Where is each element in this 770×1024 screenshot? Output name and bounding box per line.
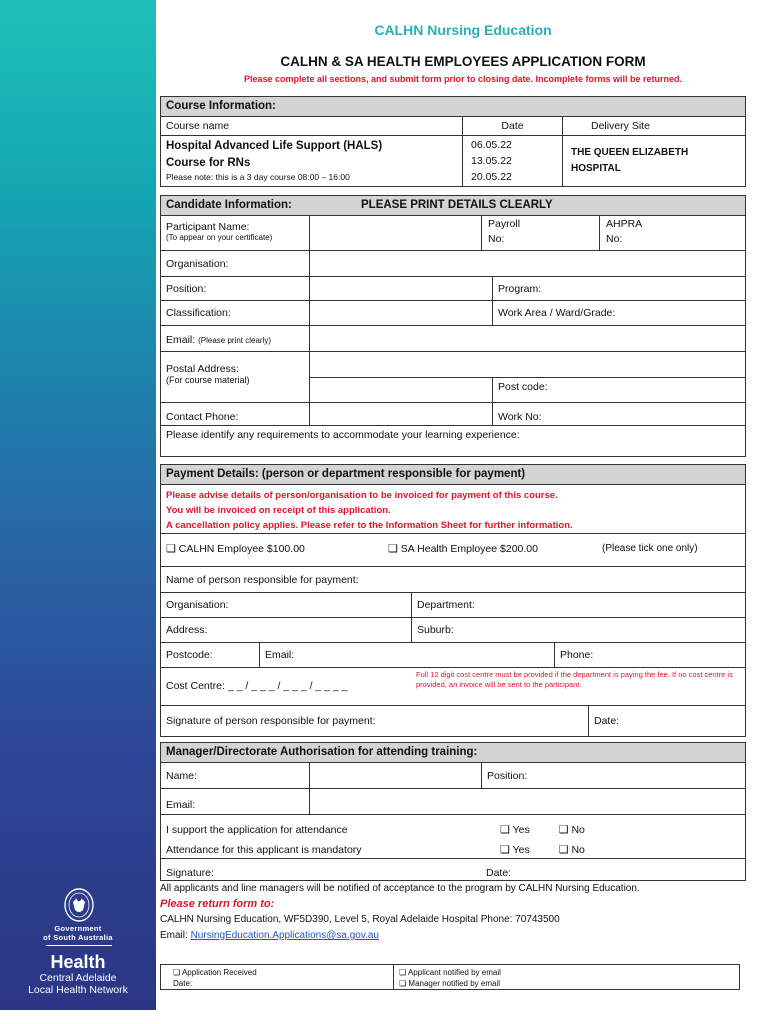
contact-row — [161, 403, 745, 426]
cost-centre-row — [161, 668, 745, 706]
organisation-field[interactable] — [309, 251, 746, 276]
payer-signature-row — [161, 706, 745, 736]
delivery-site: THE QUEEN ELIZABETH HOSPITAL — [562, 136, 746, 186]
position-field[interactable] — [309, 277, 492, 300]
manager-support-row — [161, 815, 745, 859]
form-instruction: Please complete all sections, and submit form prior to closing date. Incomplete forms will be returned. — [243, 74, 683, 84]
manager-section — [160, 742, 746, 881]
health-label: Health — [50, 952, 106, 972]
checkbox-icon: ❏ — [388, 543, 398, 555]
manager-position-field[interactable]: Position: — [481, 763, 746, 788]
candidate-heading: Candidate Information: PLEASE PRINT DETAILS CLEARLY — [161, 196, 745, 216]
return-email: Email: NursingEducation.Applications@sa.gov.au — [160, 930, 379, 941]
post-code-label: Post code: — [498, 381, 548, 393]
course-name-line2: Course for RNs — [166, 157, 251, 169]
classification-row — [161, 301, 745, 326]
course-note: Please note: this is a 3 day course 08:00 – 16:00 — [166, 172, 350, 182]
col-delivery-site: Delivery Site — [562, 117, 746, 135]
payer-address-row — [161, 618, 745, 643]
participant-label: Participant Name: (To appear on your certificate) — [166, 221, 273, 242]
manager-email-label: Email: — [166, 799, 196, 811]
payment-heading: Payment Details: (person or department responsible for payment) — [161, 465, 745, 485]
postal-row — [161, 352, 745, 403]
payer-date-field[interactable]: Date: — [588, 706, 746, 736]
manager-yes-no — [495, 815, 745, 858]
payer-email-field[interactable]: Email: — [259, 643, 554, 667]
manager-email-row — [161, 789, 745, 815]
tick-one-note: (Please tick one only) — [602, 543, 698, 554]
payer-postcode-field[interactable]: Postcode: — [166, 649, 213, 661]
support-yes-checkbox[interactable]: ❏ Yes — [500, 824, 530, 836]
payer-name-row — [161, 567, 745, 593]
sa-health-employee-option[interactable]: ❏ SA Health Employee $200.00 — [388, 543, 538, 555]
mandatory-yes-checkbox[interactable]: ❏ Yes — [500, 844, 530, 856]
email-label: Email: (Please print clearly) — [166, 334, 272, 346]
notification-note: All applicants and line managers will be notified of acceptance to the program by CALHN Nursing Education. — [160, 883, 640, 894]
payer-suburb-field[interactable]: Suburb: — [411, 618, 746, 642]
mandatory-no-checkbox[interactable]: ❏ No — [558, 844, 585, 856]
organisation-row — [161, 251, 745, 277]
support-no-checkbox[interactable]: ❏ No — [558, 824, 585, 836]
course-date-1: 06.05.22 — [471, 139, 512, 151]
admin-received: ❏ Application Received Date: — [173, 968, 257, 988]
program-field[interactable]: Program: — [492, 277, 746, 300]
work-area-field[interactable]: Work Area / Ward/Grade: — [492, 301, 746, 325]
email-link[interactable]: NursingEducation.Applications@sa.gov.au — [190, 930, 379, 941]
checkbox-icon: ❏ — [500, 824, 510, 836]
payer-signature-field[interactable]: Signature of person responsible for payment: — [166, 715, 376, 727]
email-row — [161, 326, 745, 352]
course-name-line1: Hospital Advanced Life Support (HALS) — [166, 140, 383, 152]
contact-phone-field[interactable] — [309, 403, 492, 425]
col-date: Date — [462, 117, 562, 135]
return-heading: Please return form to: — [160, 898, 275, 910]
cost-centre-field[interactable]: Cost Centre: _ _ / _ _ _ / _ _ _ / _ _ _ _ — [166, 680, 348, 692]
checkbox-icon: ❏ — [500, 844, 510, 856]
crest-icon — [64, 888, 94, 922]
manager-name-label: Name: — [166, 770, 197, 782]
checkbox-icon[interactable]: ❏ — [399, 968, 407, 977]
course-date-2: 13.05.22 — [471, 155, 512, 167]
participant-name-field[interactable] — [309, 216, 481, 250]
payment-notes: Please advise details of person/organisation to be invoiced for payment of this course. You will be invoiced on receipt of this application. A cancellation policy applies. Please refer to the Information Sheet for further information. — [161, 485, 745, 534]
manager-email-field[interactable] — [309, 789, 746, 814]
form-title: CALHN & SA HEALTH EMPLOYEES APPLICATION FORM — [280, 54, 646, 69]
email-field[interactable] — [309, 326, 746, 351]
classification-field[interactable] — [309, 301, 492, 325]
course-columns — [161, 117, 745, 136]
admin-notified: ❏ Applicant notified by email ❏ Manager notified by email — [399, 968, 501, 988]
course-dates — [462, 136, 562, 186]
return-address: CALHN Nursing Education, WF5D390, Level 5, Royal Adelaide Hospital Phone: 70743500 — [160, 914, 560, 925]
office-use-box — [160, 964, 740, 990]
checkbox-icon[interactable]: ❏ — [399, 979, 407, 988]
payer-name-field[interactable]: Name of person responsible for payment: — [166, 574, 359, 586]
divider — [46, 945, 112, 946]
checkbox-icon: ❏ — [558, 844, 569, 856]
manager-statements: I support the application for attendance Attendance for this applicant is mandatory — [166, 824, 362, 856]
checkbox-icon[interactable]: ❏ — [173, 968, 181, 977]
contact-phone-label: Contact Phone: — [166, 411, 239, 423]
manager-signature-field[interactable]: Signature: — [166, 867, 214, 879]
payer-organisation-row — [161, 593, 745, 618]
course-row — [161, 136, 745, 186]
organisation-label: Organisation: — [166, 258, 229, 270]
calhn-employee-option[interactable]: ❏ CALHN Employee $100.00 — [166, 543, 305, 555]
cost-centre-note: Full 12 digit cost centre must be provided if the department is paying the fee. If no cost centre is provided, an invoice will be sent to the participant. — [416, 670, 733, 689]
network-label: Central Adelaide Local Health Network — [28, 972, 128, 996]
requirements-row — [161, 426, 745, 456]
postal-field[interactable] — [309, 352, 746, 402]
position-label: Position: — [166, 283, 207, 295]
participant-row — [161, 216, 745, 251]
postal-label: Postal Address: (For course material) — [166, 363, 250, 385]
sidebar-band — [0, 0, 156, 1010]
payer-address-field[interactable]: Address: — [166, 624, 208, 636]
col-course-name: Course name — [166, 120, 230, 132]
position-row — [161, 277, 745, 301]
work-no-field[interactable]: Work No: — [492, 403, 746, 425]
requirements-field[interactable]: Please identify any requirements to accommodate your learning experience: — [166, 429, 520, 441]
checkbox-icon: ❏ — [558, 824, 569, 836]
manager-date-field[interactable]: Date: — [486, 867, 512, 879]
payroll-no-field[interactable]: Payroll No: — [481, 216, 599, 250]
payer-department-field[interactable]: Department: — [411, 593, 746, 617]
course-section — [160, 96, 746, 187]
manager-heading: Manager/Directorate Authorisation for attending training: — [161, 743, 745, 763]
course-date-3: 20.05.22 — [471, 171, 512, 183]
candidate-section — [160, 195, 746, 457]
payer-organisation-field[interactable]: Organisation: — [166, 599, 229, 611]
checkbox-icon: ❏ — [166, 543, 176, 555]
org-title: CALHN Nursing Education — [374, 22, 552, 38]
government-label: Government of South Australia — [43, 924, 113, 942]
payment-section — [160, 464, 746, 737]
classification-label: Classification: — [166, 307, 231, 319]
manager-name-row — [161, 763, 745, 789]
manager-signature-row — [161, 859, 745, 881]
manager-name-field[interactable] — [309, 763, 481, 788]
course-heading: Course Information: — [161, 97, 745, 117]
payment-options — [161, 534, 745, 567]
payer-phone-field[interactable]: Phone: — [554, 643, 746, 667]
print-clearly-note: PLEASE PRINT DETAILS CLEARLY — [361, 199, 553, 211]
course-name-cell — [161, 136, 462, 186]
payer-contact-row — [161, 643, 745, 668]
ahpra-no-field[interactable]: AHPRA No: — [599, 216, 746, 250]
